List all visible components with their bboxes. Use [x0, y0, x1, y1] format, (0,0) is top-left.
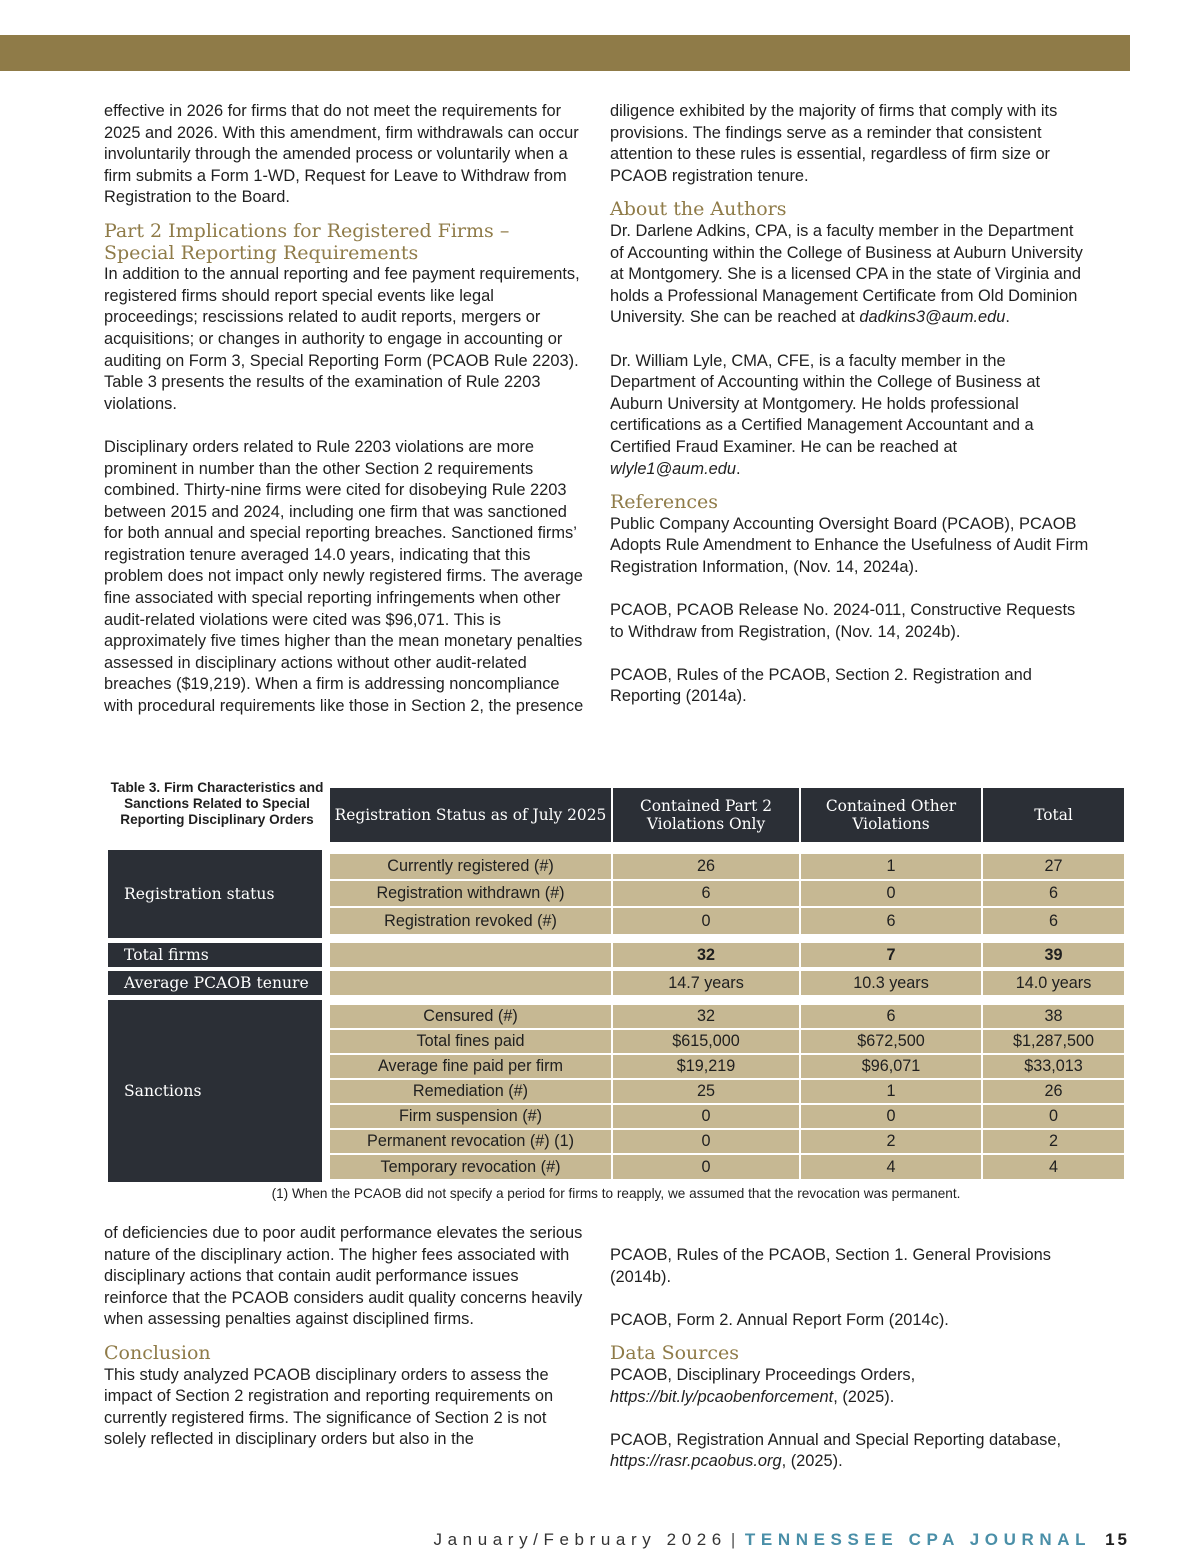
table-cell: 6: [801, 1005, 981, 1028]
left-column-top: [104, 101, 584, 718]
author2-email-link[interactable]: wlyle1@aum.edu: [610, 459, 736, 478]
table-cell: 6: [613, 881, 799, 906]
row-label-average-tenure: Average PCAOB tenure: [108, 971, 322, 995]
table-cell: 0: [801, 1105, 981, 1128]
table-cell-empty: [330, 943, 611, 967]
data-source-item: PCAOB, Disciplinary Proceedings Orders, https://bit.ly/pcaobenforcement, (2025).: [610, 1365, 916, 1406]
reference-item: PCAOB, Rules of the PCAOB, Section 2. Registration and Reporting (2014a).: [610, 665, 1032, 706]
author-bio-1: Dr. Darlene Adkins, CPA, is a faculty member in the Department of Accounting within the College of Business at Auburn University at Montgomery. She is a licensed CPA in the state of Virginia and holds a Professional Management Certificate from Old Dominion University. She can be reached at dadkins3@aum.edu.: [610, 221, 1083, 327]
section-heading-part2: Part 2 Implications for Registered Firms – Special Reporting Requirements: [104, 219, 510, 264]
table-caption: Table 3. Firm Characteristics and Sanctions Related to Special Reporting Disciplinary Orders: [110, 780, 324, 827]
table-cell: 1: [801, 1080, 981, 1103]
table-cell: 39: [983, 943, 1124, 967]
table-header-part2: Contained Part 2 Violations Only: [613, 788, 799, 842]
table-cell-label: Firm suspension (#): [330, 1105, 611, 1128]
table-cell: 0: [613, 1105, 799, 1128]
section-heading-conclusion: Conclusion: [104, 1341, 211, 1364]
table-cell: 4: [801, 1155, 981, 1179]
page-footer: [433, 1530, 1130, 1550]
footer-journal-name: TENNESSEE CPA JOURNAL: [744, 1530, 1092, 1549]
table-cell: 2: [983, 1130, 1124, 1153]
reference-item: PCAOB, Rules of the PCAOB, Section 1. General Provisions (2014b).: [610, 1246, 1051, 1286]
table-cell-label: Permanent revocation (#) (1): [330, 1130, 611, 1153]
table-cell-label: Currently registered (#): [330, 854, 611, 879]
table-cell: 7: [801, 943, 981, 967]
table-cell: 26: [613, 854, 799, 879]
paragraph: of deficiencies due to poor audit performance elevates the serious nature of the disciplinary action. The higher fees associated with disciplinary actions that contain audit performance issues reinforce that the PCAOB considers audit quality concerns heavily when assessing penalties against disciplined firms.: [104, 1224, 583, 1329]
reference-item: Public Company Accounting Oversight Board (PCAOB), PCAOB Adopts Rule Amendment to Enhance the Usefulness of Audit Firm Registration Information, (Nov. 14, 2024a).: [610, 514, 1089, 576]
row-label-total-firms: Total firms: [108, 943, 322, 967]
author-bio-2: Dr. William Lyle, CMA, CFE, is a faculty member in the Department of Accounting within the College of Business at Auburn University at Montgomery. He holds professional certifications as a Certified Management Accountant and a Certified Fraud Examiner. He can be reached at wlyle1@aum.edu.: [610, 351, 1041, 478]
table-cell-label: Remediation (#): [330, 1080, 611, 1103]
right-column-top: [610, 101, 1090, 708]
paragraph: This study analyzed PCAOB disciplinary orders to assess the impact of Section 2 registration and reporting requirements on currently registered firms. The significance of Section 2 is not solely reflected in disciplinary orders but also in the: [104, 1365, 554, 1449]
paragraph: diligence exhibited by the majority of firms that comply with its provisions. The findings serve as a reminder that consistent attention to these rules is essential, regardless of firm size or PCAOB registration tenure.: [610, 102, 1058, 185]
table-cell: 38: [983, 1005, 1124, 1028]
section-heading-data-sources: Data Sources: [610, 1342, 739, 1365]
data-source-link[interactable]: https://rasr.pcaobus.org: [610, 1452, 782, 1471]
table-cell: 26: [983, 1080, 1124, 1103]
right-column-bottom: [610, 1245, 1090, 1473]
table-cell-label: Total fines paid: [330, 1030, 611, 1053]
table-cell: 10.3 years: [801, 971, 981, 995]
row-group-registration: Registration status: [108, 850, 322, 938]
data-source-link[interactable]: https://bit.ly/pcaobenforcement: [610, 1387, 834, 1406]
table-cell-label: Registration withdrawn (#): [330, 881, 611, 906]
table-cell: 27: [983, 854, 1124, 879]
table-cell: 4: [983, 1155, 1124, 1179]
paragraph: Disciplinary orders related to Rule 2203 violations are more prominent in number than the other Section 2 requirements combined. Thirty-nine firms were cited for disobeying Rule 2203 between 2015 and 2024, including one firm that was sanctioned for both annual and special reporting breaches. Sanctioned firms’ registration tenure averaged 14.0 years, indicating that this problem does not impact only newly registered firms. The average fine associated with special reporting infringements when other audit-related violations were cited was $96,071. This is approximately five times higher than the mean monetary penalties assessed in disciplinary actions without other audit-related breaches ($19,219). When a firm is addressing noncompliance with procedural requirements like those in Section 2, the presence: [104, 437, 584, 716]
table-cell: 14.7 years: [613, 971, 799, 995]
table-cell-empty: [330, 971, 611, 995]
table-cell: 6: [983, 881, 1124, 906]
paragraph: In addition to the annual reporting and fee payment requirements, registered firms should report special events like legal proceedings; rescissions related to audit reports, mergers or acquisitions; or changes in authority to engage in accounting or auditing on Form 3, Special Reporting Form (PCAOB Rule 2203). Table 3 presents the results of the examination of Rule 2203 violations.: [104, 265, 580, 413]
table-cell: 0: [613, 1130, 799, 1153]
table-cell: $1,287,500: [983, 1030, 1124, 1053]
table-cell: $96,071: [801, 1055, 981, 1078]
table-cell: 2: [801, 1130, 981, 1153]
left-column-bottom: [104, 1223, 584, 1451]
author1-email-link[interactable]: dadkins3@aum.edu: [859, 308, 1006, 327]
table-header-status: Registration Status as of July 2025: [330, 788, 611, 842]
table-cell: 0: [613, 908, 799, 934]
table-cell: 14.0 years: [983, 971, 1124, 995]
table-cell: 32: [613, 943, 799, 967]
page-number: 15: [1105, 1530, 1130, 1549]
table-cell: 6: [801, 908, 981, 934]
table-cell: 0: [801, 881, 981, 906]
table-cell-label: Temporary revocation (#): [330, 1155, 611, 1179]
table-cell-label: Registration revoked (#): [330, 908, 611, 934]
table-cell: 25: [613, 1080, 799, 1103]
table-cell-label: Average fine paid per firm: [330, 1055, 611, 1078]
footer-date: January/February 2026: [433, 1530, 727, 1549]
table-footnote: (1) When the PCAOB did not specify a period for firms to reapply, we assumed that the revocation was permanent.: [271, 1186, 961, 1201]
section-heading-references: References: [610, 491, 719, 514]
table-header-other: Contained Other Violations: [801, 788, 981, 842]
table-cell: $672,500: [801, 1030, 981, 1053]
paragraph: effective in 2026 for firms that do not meet the requirements for 2025 and 2026. With this amendment, firm withdrawals can occur involuntarily through the amended process or voluntarily when a firm submits a Form 1-WD, Request for Leave to Withdraw from Registration to the Board.: [104, 102, 579, 207]
table-header-total: Total: [983, 788, 1124, 842]
table-cell: 1: [801, 854, 981, 879]
reference-item: PCAOB, Form 2. Annual Report Form (2014c).: [610, 1310, 949, 1329]
header-band: [0, 35, 1130, 71]
table-cell: 6: [983, 908, 1124, 934]
table-cell: 0: [613, 1155, 799, 1179]
reference-item: PCAOB, PCAOB Release No. 2024-011, Constructive Requests to Withdraw from Registration, (Nov. 14, 2024b).: [610, 601, 1076, 641]
table-cell: 0: [983, 1105, 1124, 1128]
footer-separator: |: [730, 1530, 741, 1549]
table-cell: 32: [613, 1005, 799, 1028]
table-cell: $19,219: [613, 1055, 799, 1078]
row-group-sanctions: Sanctions: [108, 1000, 322, 1182]
data-source-item: PCAOB, Registration Annual and Special Reporting database, https://rasr.pcaobus.org, (2025).: [610, 1430, 1062, 1471]
table-cell: $33,013: [983, 1055, 1124, 1078]
section-heading-authors: About the Authors: [610, 198, 787, 221]
table-cell: $615,000: [613, 1030, 799, 1053]
table-cell-label: Censured (#): [330, 1005, 611, 1028]
